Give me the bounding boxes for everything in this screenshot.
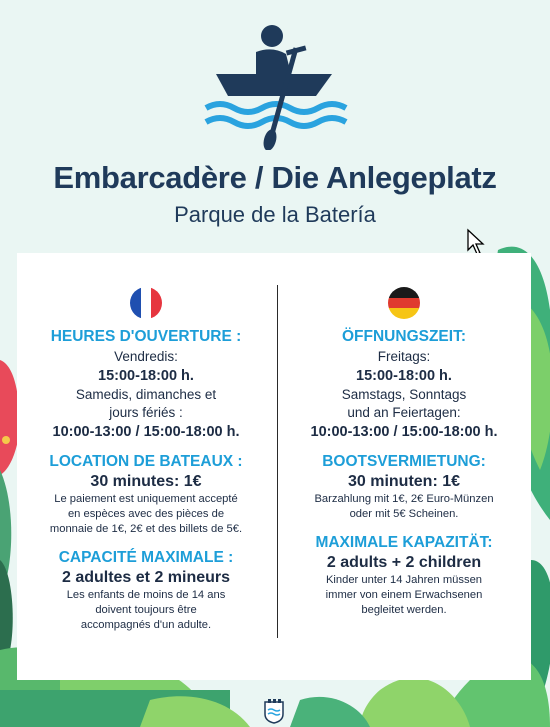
rowing-boat-icon	[200, 22, 350, 150]
germany-flag-icon	[388, 287, 420, 319]
page-subtitle: Parque de la Batería	[174, 202, 376, 227]
rental-duration: 30 minutes: 1€	[90, 473, 202, 490]
capacity-note: begleitet werden.	[361, 604, 447, 616]
rental-note: Barzahlung mit 1€, 2€ Euro-Münzen	[314, 493, 494, 505]
hours-day: Samstags, Sonntags	[341, 387, 467, 402]
hours-title: HEURES D'OUVERTURE :	[50, 328, 242, 345]
capacity-note: immer von einem Erwachsenen	[325, 589, 483, 601]
capacity-note: Kinder unter 14 Jahren müssen	[325, 574, 483, 586]
hours-time: 10:00-13:00 / 15:00-18:00 h.	[52, 424, 240, 440]
info-card	[17, 253, 531, 680]
capacity-note: accompagnés d'un adulte.	[80, 619, 212, 631]
capacity-value: 2 adults + 2 children	[326, 554, 482, 571]
hours-day: und an Feiertagen:	[347, 405, 461, 420]
hours-day: jours fériés :	[109, 405, 183, 420]
hours-day: Samedis, dimanches et	[75, 387, 217, 402]
capacity-title: CAPACITÉ MAXIMALE :	[58, 549, 234, 566]
city-crest-icon	[263, 698, 285, 724]
page-title: Embarcadère / Die Anlegeplatz	[53, 160, 497, 195]
rental-note: Le paiement est uniquement accepté	[54, 493, 238, 505]
column-divider	[277, 285, 278, 638]
rental-title: BOOTSVERMIETUNG:	[322, 453, 486, 470]
hours-day: Freitags:	[377, 349, 431, 364]
rental-note: oder mit 5€ Scheinen.	[349, 508, 459, 520]
hours-time: 15:00-18:00 h.	[98, 368, 194, 384]
hours-time: 15:00-18:00 h.	[356, 368, 452, 384]
french-column	[21, 253, 271, 633]
rental-duration: 30 minuten: 1€	[347, 473, 461, 490]
hours-title: ÖFFNUNGSZEIT:	[342, 328, 466, 345]
capacity-value: 2 adultes et 2 mineurs	[61, 569, 231, 586]
hours-time: 10:00-13:00 / 15:00-18:00 h.	[310, 424, 498, 440]
rental-note: en espèces avec des pièces de	[67, 508, 225, 520]
hours-day: Vendredis:	[114, 349, 178, 364]
capacity-title: MAXIMALE KAPAZITÄT:	[315, 534, 493, 551]
france-flag-icon	[130, 287, 162, 319]
german-column	[279, 253, 529, 618]
rental-note: monnaie de 1€, 2€ et des billets de 5€.	[49, 523, 243, 535]
rental-title: LOCATION DE BATEAUX :	[49, 453, 243, 470]
capacity-note: Les enfants de moins de 14 ans	[66, 589, 226, 601]
capacity-note: doivent toujours être	[95, 604, 197, 616]
mouse-cursor-icon	[466, 228, 486, 256]
